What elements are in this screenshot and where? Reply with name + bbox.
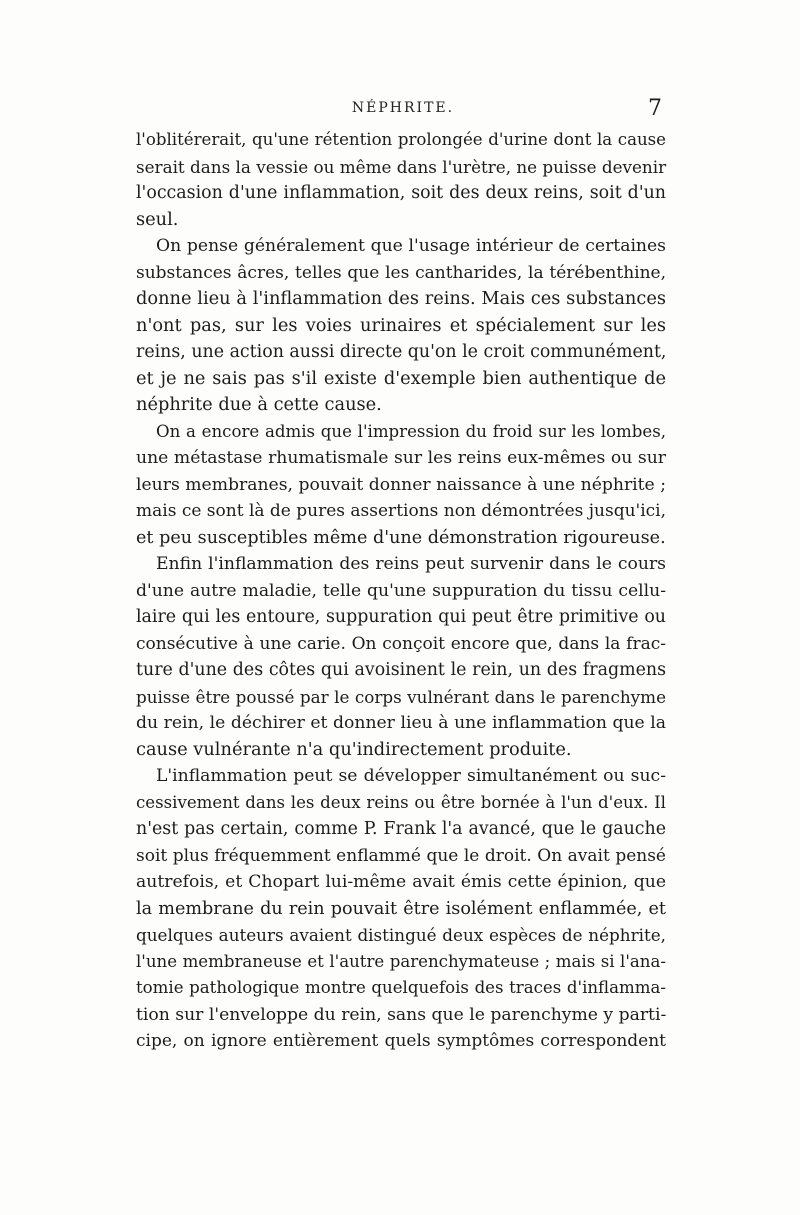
text-line: quelques auteurs avaient distingué deux espèces de néphrite, xyxy=(136,925,666,945)
text-line: On a encore admis que l'impression du froid sur les lombes, xyxy=(156,421,666,441)
text-line: consécutive à une carie. On conçoit encore que, dans la frac- xyxy=(136,633,666,654)
text-line: tomie pathologique montre quelquefois des traces d'inflamma- xyxy=(136,978,666,997)
text-line: L'inflammation peut se développer simultanément ou suc- xyxy=(156,766,666,786)
text-line: d'une autre maladie, telle qu'une suppuration du tissu cellu- xyxy=(136,580,666,601)
text-line: cause vulnérante n'a qu'indirectement produite. xyxy=(136,738,572,760)
text-line: tion sur l'enveloppe du rein, sans que le parenchyme y parti- xyxy=(136,1004,667,1025)
text-line: néphrite due à cette cause. xyxy=(136,394,382,415)
text-line: serait dans la vessie ou même dans l'urètre, ne puisse devenir xyxy=(136,156,667,177)
text-line: substances âcres, telles que les cantharides, la térébenthine, xyxy=(136,262,666,283)
text-line: une métastase rhumatismale sur les reins eux-mêmes ou sur xyxy=(136,448,666,468)
text-line: leurs membranes, pouvait donner naissance à une néphrite ; xyxy=(136,474,666,495)
text-line: donne lieu à l'inflammation des reins. Mais ces substances xyxy=(136,288,666,309)
text-line: soit plus fréquemment enflammé que le droit. On avait pensé xyxy=(136,845,666,866)
text-line: ture d'une des côtes qui avoisinent le rein, un des fragmens xyxy=(136,660,666,680)
running-title: NÉPHRITE. xyxy=(351,100,455,116)
text-line: et je ne sais pas s'il existe d'exemple bien authentique de xyxy=(136,367,666,389)
text-line: cipe, on ignore entièrement quels symptômes correspondent xyxy=(136,1031,666,1051)
text-line: laire qui les entoure, suppuration qui peut être primitive ou xyxy=(136,607,666,627)
text-line: cessivement dans les deux reins ou être bornée à l'un d'eux. Il xyxy=(136,792,666,812)
text-line: puisse être poussé par le corps vulnérant dans le parenchyme xyxy=(136,686,666,707)
text-line: reins, une action aussi directe qu'on le croit communément, xyxy=(136,342,667,362)
text-line: On pense généralement que l'usage intérieur de certaines xyxy=(156,236,666,256)
text-line: l'une membraneuse et l'autre parenchymateuse ; mais si l'ana- xyxy=(136,951,666,971)
text-line: l'occasion d'une inflammation, soit des deux reins, soit d'un xyxy=(136,183,666,203)
text-line: et peu susceptibles même d'une démonstration rigoureuse. xyxy=(136,527,666,548)
text-line: Enfin l'inflammation des reins peut survenir dans le cours xyxy=(156,554,666,574)
running-head xyxy=(136,96,670,124)
text-line: la membrane du rein pouvait être isolément enflammée, et xyxy=(136,898,666,919)
text-line: n'ont pas, sur les voies urinaires et spécialement sur les xyxy=(136,314,666,336)
text-line: du rein, le déchirer et donner lieu à une inflammation que la xyxy=(136,713,666,733)
text-line: l'oblitérerait, qu'une rétention prolongée d'urine dont la cause xyxy=(136,130,666,149)
page-number: 7 xyxy=(648,96,662,121)
body-text xyxy=(136,127,666,1055)
text-line: autrefois, et Chopart lui-même avait émis cette épinion, que xyxy=(136,872,666,892)
text-line: seul. xyxy=(136,208,179,230)
text-line: n'est pas certain, comme P. Frank l'a avancé, que le gauche xyxy=(136,819,666,839)
text-line: mais ce sont là de pures assertions non démontrées jusqu'ici, xyxy=(136,501,667,521)
